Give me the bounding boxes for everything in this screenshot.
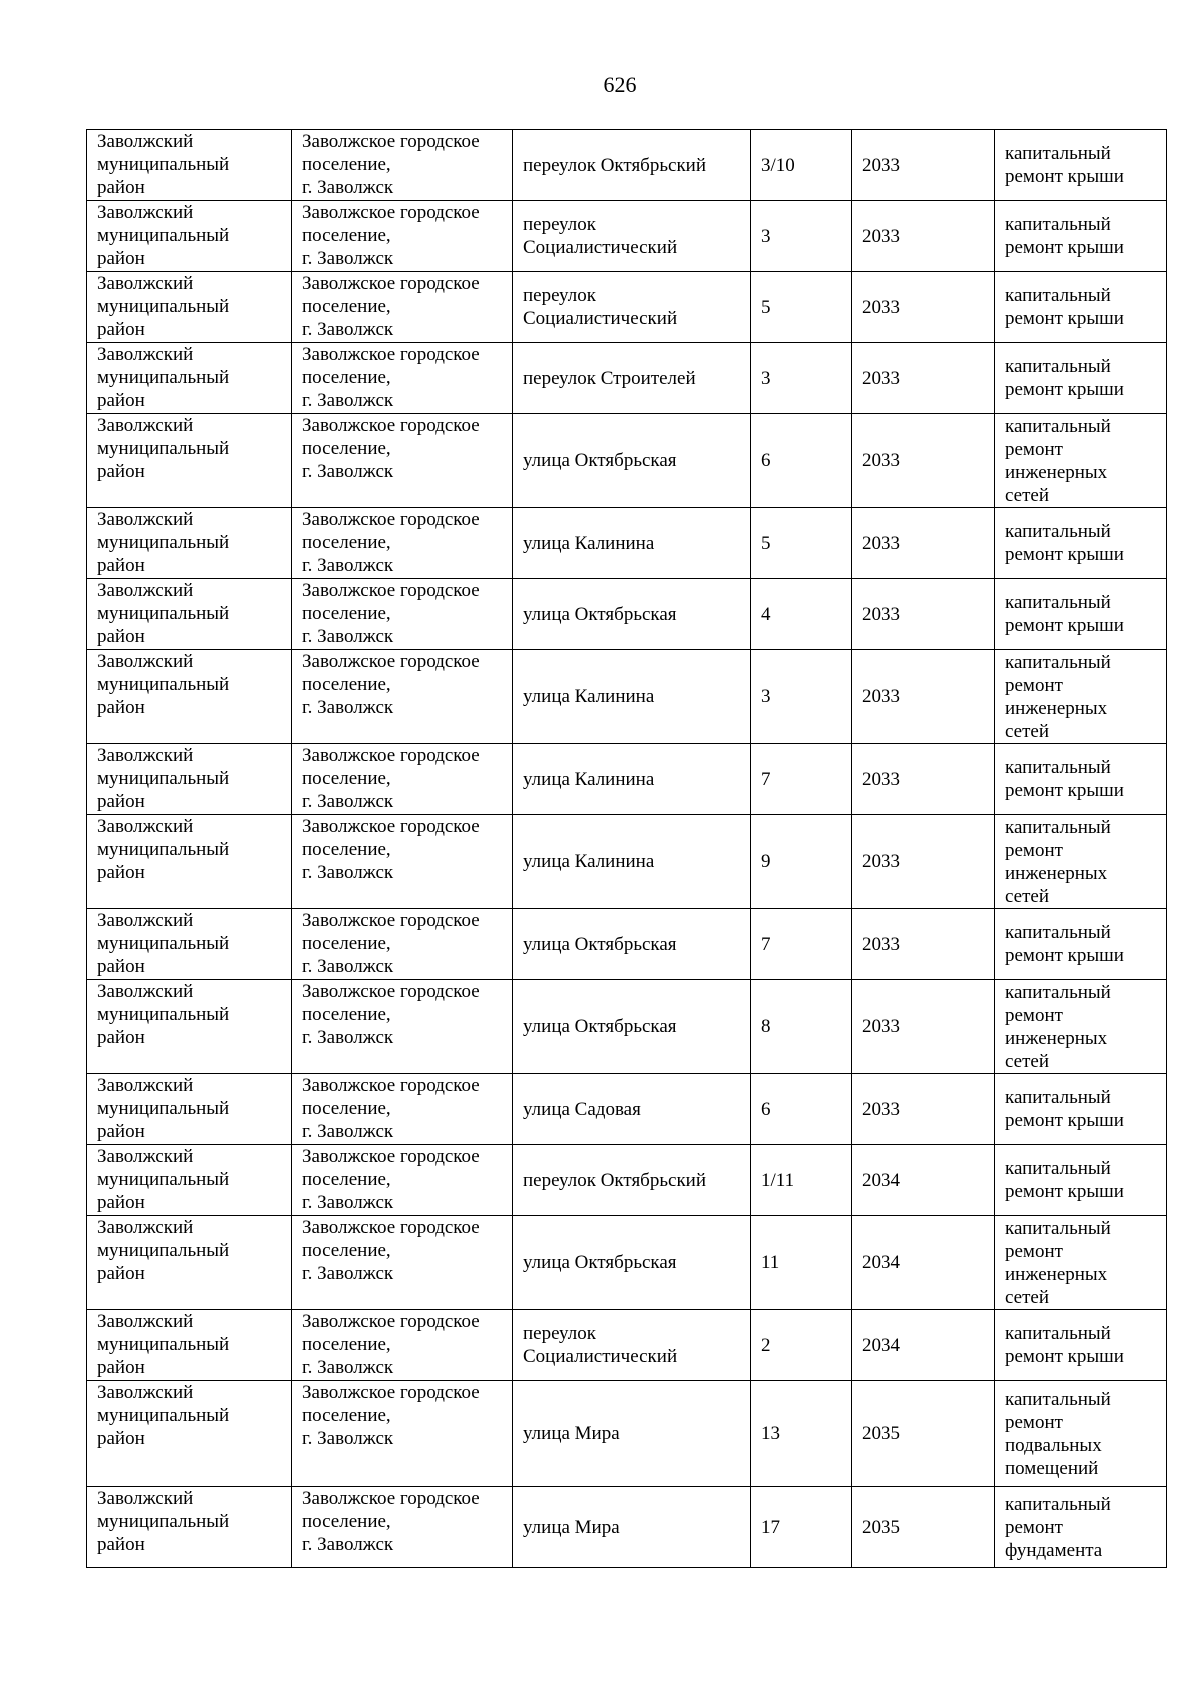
table-row [87, 744, 1167, 815]
street-cell: переулок Социалистический [513, 1310, 751, 1381]
settlement-cell: Заволжское городское поселение, г. Заволжск [292, 1310, 513, 1381]
house-number-cell: 3 [751, 650, 852, 744]
work-type-cell: капитальный ремонт инженерных сетей [995, 815, 1167, 909]
street-cell: улица Мира [513, 1381, 751, 1487]
street-cell: переулок Строителей [513, 343, 751, 414]
district-cell: Заволжский муниципальный район [87, 909, 292, 980]
table-row [87, 980, 1167, 1074]
district-cell: Заволжский муниципальный район [87, 508, 292, 579]
table-row [87, 508, 1167, 579]
street-cell: улица Калинина [513, 815, 751, 909]
district-cell: Заволжский муниципальный район [87, 1381, 292, 1487]
settlement-cell: Заволжское городское поселение, г. Заволжск [292, 650, 513, 744]
house-number-cell: 5 [751, 508, 852, 579]
year-cell: 2033 [852, 201, 995, 272]
table-row [87, 1145, 1167, 1216]
street-cell: улица Калинина [513, 508, 751, 579]
year-cell: 2033 [852, 130, 995, 201]
work-type-cell: капитальный ремонт крыши [995, 1074, 1167, 1145]
work-type-cell: капитальный ремонт крыши [995, 579, 1167, 650]
year-cell: 2033 [852, 343, 995, 414]
table-row [87, 579, 1167, 650]
settlement-cell: Заволжское городское поселение, г. Заволжск [292, 508, 513, 579]
settlement-cell: Заволжское городское поселение, г. Заволжск [292, 343, 513, 414]
house-number-cell: 3 [751, 343, 852, 414]
table-row [87, 650, 1167, 744]
house-number-cell: 8 [751, 980, 852, 1074]
table-row [87, 343, 1167, 414]
district-cell: Заволжский муниципальный район [87, 980, 292, 1074]
street-cell: улица Октябрьская [513, 414, 751, 508]
year-cell: 2033 [852, 980, 995, 1074]
work-type-cell: капитальный ремонт крыши [995, 508, 1167, 579]
table-row [87, 909, 1167, 980]
year-cell: 2035 [852, 1487, 995, 1568]
settlement-cell: Заволжское городское поселение, г. Заволжск [292, 909, 513, 980]
settlement-cell: Заволжское городское поселение, г. Заволжск [292, 1216, 513, 1310]
street-cell: улица Садовая [513, 1074, 751, 1145]
house-number-cell: 2 [751, 1310, 852, 1381]
page-number: 626 [603, 72, 637, 97]
table-row [87, 815, 1167, 909]
table-row [87, 1216, 1167, 1310]
year-cell: 2033 [852, 650, 995, 744]
table-row [87, 130, 1167, 201]
table-row [87, 414, 1167, 508]
district-cell: Заволжский муниципальный район [87, 1216, 292, 1310]
district-cell: Заволжский муниципальный район [87, 815, 292, 909]
house-number-cell: 17 [751, 1487, 852, 1568]
street-cell: улица Октябрьская [513, 579, 751, 650]
work-type-cell: капитальный ремонт инженерных сетей [995, 1216, 1167, 1310]
district-cell: Заволжский муниципальный район [87, 1310, 292, 1381]
district-cell: Заволжский муниципальный район [87, 650, 292, 744]
work-type-cell: капитальный ремонт крыши [995, 909, 1167, 980]
year-cell: 2034 [852, 1216, 995, 1310]
house-number-cell: 4 [751, 579, 852, 650]
year-cell: 2033 [852, 909, 995, 980]
settlement-cell: Заволжское городское поселение, г. Заволжск [292, 579, 513, 650]
house-number-cell: 1/11 [751, 1145, 852, 1216]
house-number-cell: 3/10 [751, 130, 852, 201]
work-type-cell: капитальный ремонт фундамента [995, 1487, 1167, 1568]
street-cell: улица Октябрьская [513, 1216, 751, 1310]
house-number-cell: 6 [751, 1074, 852, 1145]
year-cell: 2033 [852, 508, 995, 579]
settlement-cell: Заволжское городское поселение, г. Заволжск [292, 201, 513, 272]
street-cell: переулок Октябрьский [513, 1145, 751, 1216]
repair-schedule-table [86, 129, 1167, 1568]
street-cell: улица Мира [513, 1487, 751, 1568]
street-cell: улица Октябрьская [513, 980, 751, 1074]
table-row [87, 201, 1167, 272]
house-number-cell: 11 [751, 1216, 852, 1310]
year-cell: 2034 [852, 1145, 995, 1216]
district-cell: Заволжский муниципальный район [87, 130, 292, 201]
street-cell: улица Калинина [513, 650, 751, 744]
work-type-cell: капитальный ремонт крыши [995, 744, 1167, 815]
year-cell: 2033 [852, 414, 995, 508]
settlement-cell: Заволжское городское поселение, г. Заволжск [292, 414, 513, 508]
settlement-cell: Заволжское городское поселение, г. Заволжск [292, 980, 513, 1074]
table-row [87, 272, 1167, 343]
table-row [87, 1381, 1167, 1487]
year-cell: 2033 [852, 1074, 995, 1145]
work-type-cell: капитальный ремонт инженерных сетей [995, 980, 1167, 1074]
work-type-cell: капитальный ремонт подвальных помещений [995, 1381, 1167, 1487]
work-type-cell: капитальный ремонт крыши [995, 130, 1167, 201]
district-cell: Заволжский муниципальный район [87, 343, 292, 414]
district-cell: Заволжский муниципальный район [87, 1074, 292, 1145]
settlement-cell: Заволжское городское поселение, г. Заволжск [292, 1381, 513, 1487]
house-number-cell: 5 [751, 272, 852, 343]
district-cell: Заволжский муниципальный район [87, 579, 292, 650]
street-cell: улица Октябрьская [513, 909, 751, 980]
street-cell: переулок Социалистический [513, 201, 751, 272]
street-cell: переулок Социалистический [513, 272, 751, 343]
house-number-cell: 3 [751, 201, 852, 272]
district-cell: Заволжский муниципальный район [87, 744, 292, 815]
table-row [87, 1074, 1167, 1145]
district-cell: Заволжский муниципальный район [87, 414, 292, 508]
year-cell: 2034 [852, 1310, 995, 1381]
district-cell: Заволжский муниципальный район [87, 1487, 292, 1568]
work-type-cell: капитальный ремонт инженерных сетей [995, 650, 1167, 744]
work-type-cell: капитальный ремонт крыши [995, 1145, 1167, 1216]
settlement-cell: Заволжское городское поселение, г. Заволжск [292, 1145, 513, 1216]
house-number-cell: 6 [751, 414, 852, 508]
work-type-cell: капитальный ремонт крыши [995, 343, 1167, 414]
settlement-cell: Заволжское городское поселение, г. Заволжск [292, 1487, 513, 1568]
year-cell: 2033 [852, 272, 995, 343]
settlement-cell: Заволжское городское поселение, г. Заволжск [292, 272, 513, 343]
year-cell: 2035 [852, 1381, 995, 1487]
house-number-cell: 9 [751, 815, 852, 909]
year-cell: 2033 [852, 744, 995, 815]
work-type-cell: капитальный ремонт крыши [995, 201, 1167, 272]
settlement-cell: Заволжское городское поселение, г. Заволжск [292, 1074, 513, 1145]
settlement-cell: Заволжское городское поселение, г. Заволжск [292, 744, 513, 815]
house-number-cell: 13 [751, 1381, 852, 1487]
house-number-cell: 7 [751, 744, 852, 815]
district-cell: Заволжский муниципальный район [87, 201, 292, 272]
district-cell: Заволжский муниципальный район [87, 1145, 292, 1216]
district-cell: Заволжский муниципальный район [87, 272, 292, 343]
work-type-cell: капитальный ремонт крыши [995, 272, 1167, 343]
table-row [87, 1310, 1167, 1381]
work-type-cell: капитальный ремонт инженерных сетей [995, 414, 1167, 508]
settlement-cell: Заволжское городское поселение, г. Заволжск [292, 130, 513, 201]
year-cell: 2033 [852, 815, 995, 909]
street-cell: улица Калинина [513, 744, 751, 815]
table-row [87, 1487, 1167, 1568]
year-cell: 2033 [852, 579, 995, 650]
work-type-cell: капитальный ремонт крыши [995, 1310, 1167, 1381]
settlement-cell: Заволжское городское поселение, г. Заволжск [292, 815, 513, 909]
street-cell: переулок Октябрьский [513, 130, 751, 201]
house-number-cell: 7 [751, 909, 852, 980]
